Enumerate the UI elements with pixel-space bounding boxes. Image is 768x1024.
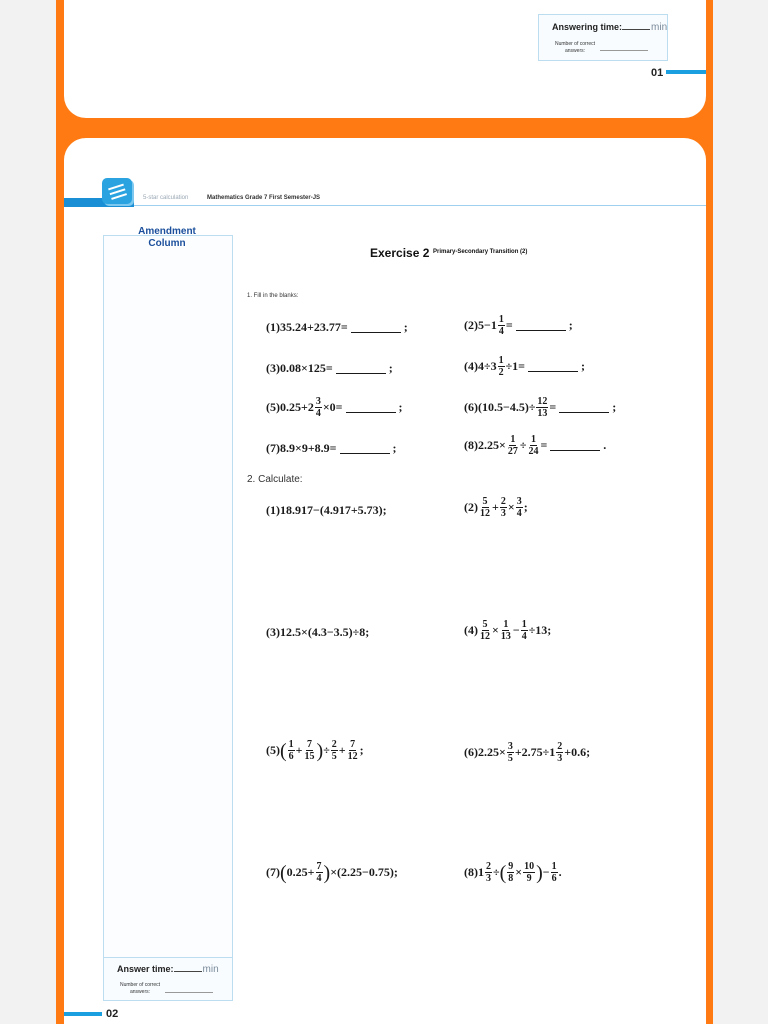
answering-time-line	[552, 21, 667, 33]
answer-blank[interactable]	[351, 322, 401, 333]
correct-answers-label: Number of correct answers:	[119, 982, 160, 995]
page-number-02: 02	[106, 1008, 119, 1020]
amendment-column-title: Amendment Column	[138, 226, 196, 249]
answering-time-blank[interactable]	[622, 21, 650, 30]
answering-time-label: Answering time:	[552, 22, 623, 32]
answer-blank[interactable]	[559, 402, 609, 413]
amendment-column[interactable]	[103, 235, 233, 958]
answer-blank[interactable]	[336, 363, 386, 374]
book-title: Mathematics Grade 7 First Semester-JS	[207, 195, 321, 201]
page-number-bar	[666, 70, 706, 74]
series-name: 5-star calculation	[143, 195, 189, 201]
correct-answers-label: Number of correct answers:	[554, 41, 595, 54]
header-divider	[134, 205, 706, 206]
time-unit: min	[651, 22, 668, 33]
book-logo-icon	[102, 178, 132, 204]
fill-item-3: (3) 0.08×125= ;	[266, 361, 393, 375]
answer-time-line	[117, 963, 219, 975]
calc-item-3: (3) 12.5×(4.3−3.5)÷8;	[266, 625, 370, 639]
calc-item-7: (7) ( 0.25+ $\frac{7}{4}$ ) ×(2.25−0.75);	[266, 861, 398, 884]
exercise-title: Exercise 2	[370, 246, 430, 260]
fill-item-4: (4) 4÷3 $\frac{1}{2}$ ÷1= ;	[464, 355, 586, 378]
page-number-bar	[64, 1012, 102, 1016]
answer-blank[interactable]	[550, 440, 600, 451]
calc-item-8: (8) 1 $\frac{2}{3}$ ÷ ( $\frac{9}{8}$ × $\frac{10}{9}$ ) − $\frac{1}{6}$ .	[464, 861, 562, 884]
calc-item-5: (5) ( $\frac{1}{6}$ + $\frac{7}{15}$ ) ÷ $\frac{2}{5}$ + $\frac{7}{12}$ ;	[266, 739, 364, 762]
time-unit: min	[202, 964, 219, 975]
fill-item-8: (8) 2.25× $\frac{1}{27}$ ÷ $\frac{1}{24}$ = .	[464, 434, 607, 457]
fill-item-2: (2) 5−1 $\frac{1}{4}$ = ;	[464, 314, 573, 337]
fill-item-7: (7) 8.9×9+8.9= ;	[266, 441, 397, 455]
answer-blank[interactable]	[528, 361, 578, 372]
fill-item-1: (1) 35.24+23.77= ;	[266, 320, 408, 334]
calc-item-2: (2) $\frac{5}{12}$ + $\frac{2}{3}$ × $\frac{3}{4}$ ;	[464, 496, 528, 519]
answer-blank[interactable]	[340, 443, 390, 454]
calc-item-6: (6) 2.25× $\frac{3}{5}$ +2.75÷1 $\frac{2}{3}$ +0.6;	[464, 741, 591, 764]
fill-item-5: (5) 0.25+2 $\frac{3}{4}$ ×0= ;	[266, 396, 403, 419]
answer-blank[interactable]	[346, 402, 396, 413]
calc-item-4: (4) $\frac{5}{12}$ × $\frac{1}{13}$ − $\frac{1}{4}$ ÷13;	[464, 619, 552, 642]
fill-item-6: (6) (10.5−4.5)÷ $\frac{12}{13}$ = ;	[464, 396, 617, 419]
correct-answers-blank[interactable]	[165, 992, 213, 993]
exercise-subtitle: Primary-Secondary Transition (2)	[433, 249, 528, 255]
answer-time-label: Answer time:	[117, 964, 174, 974]
answer-time-blank[interactable]	[174, 963, 202, 972]
answer-blank[interactable]	[516, 320, 566, 331]
correct-answers-blank[interactable]	[600, 50, 648, 51]
page-number-01: 01	[651, 67, 664, 79]
calc-item-1: (1) 18.917−(4.917+5.73);	[266, 503, 387, 517]
section-2-heading: 2. Calculate:	[247, 474, 303, 485]
section-1-heading: 1. Fill in the blanks:	[247, 293, 299, 299]
